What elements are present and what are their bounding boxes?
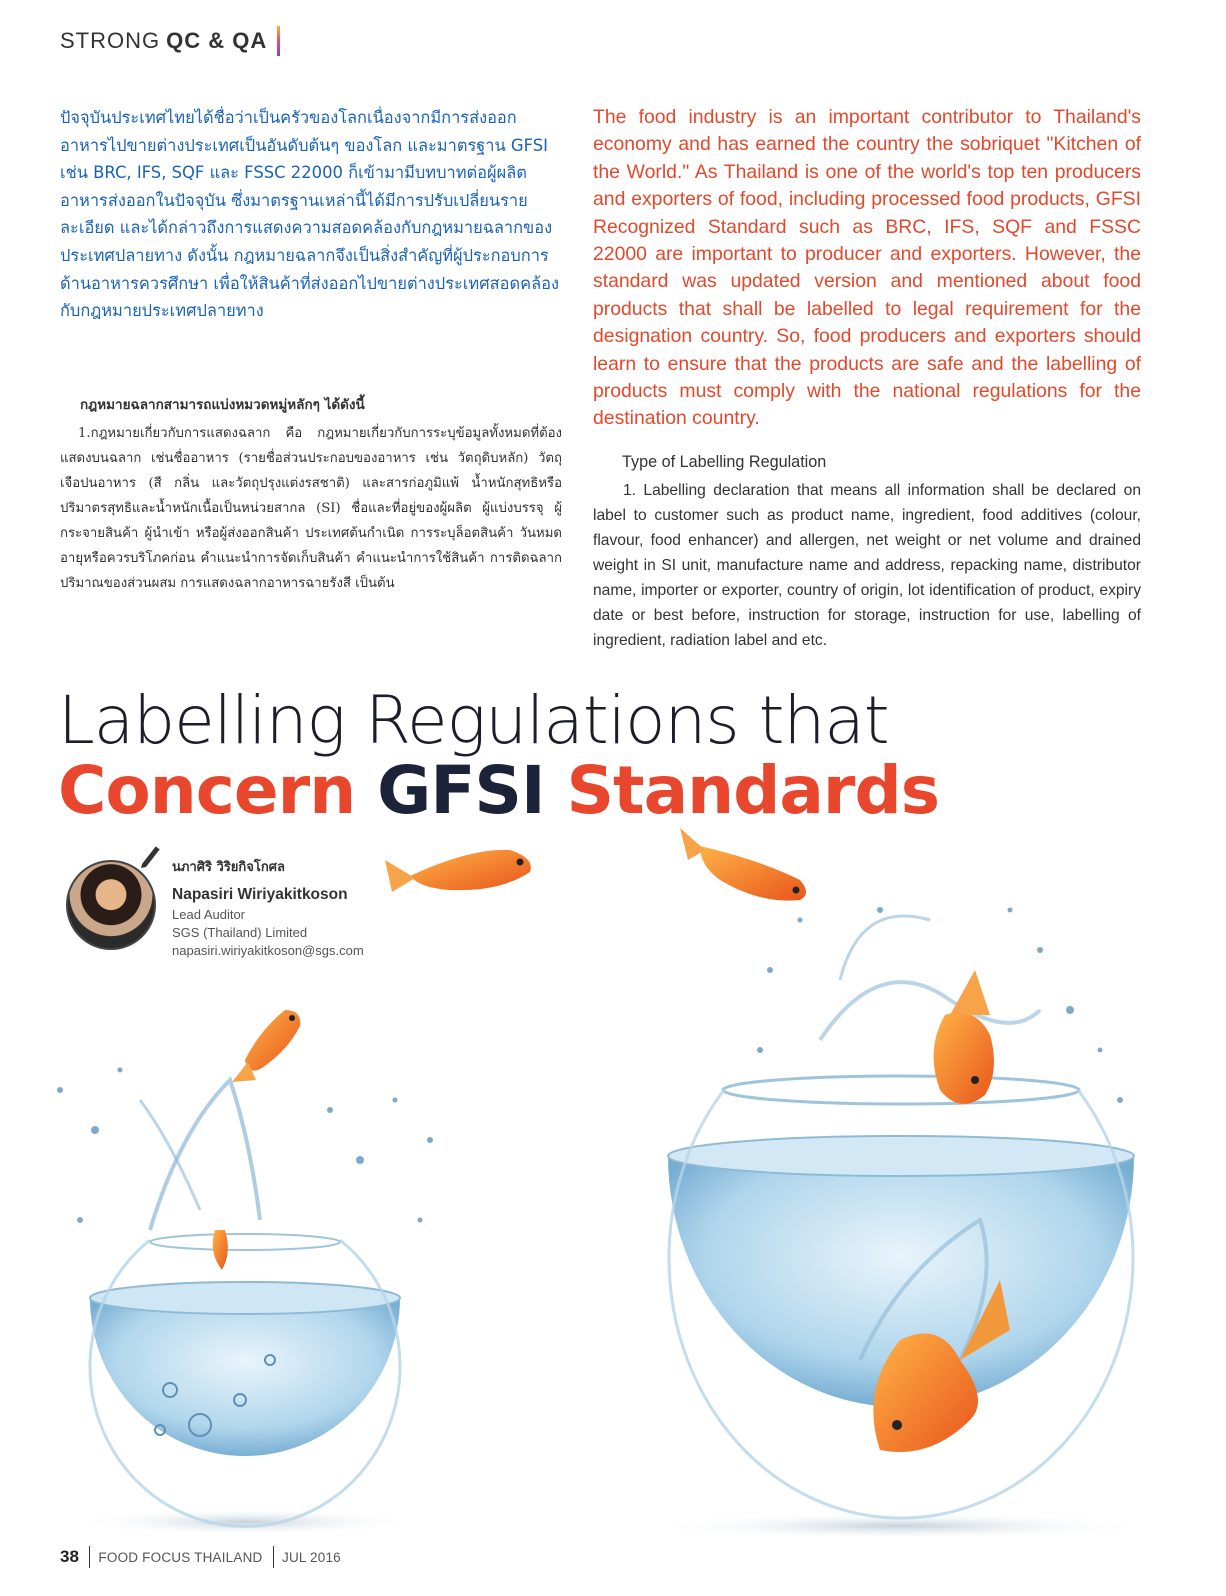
section-header xyxy=(60,26,280,56)
small-fishbowl xyxy=(75,1080,415,1536)
thai-intro-paragraph: ปัจจุบันประเทศไทยได้ชื่อว่าเป็นครัวของโลกเนื่องจากมีการส่งออกอาหารไปขายต่างประเทศเป็นอันดับต้นๆ ของโลก และมาตรฐาน GFSI เช่น BRC, IFS, SQF และ FSSC 22000 ก็เข้ามามีบทบาทต่อผู้ผลิตอาหารส่งออกในปัจจุบัน ซึ่งมาตรฐานเหล่านี้ได้มีการปรับเปลี่ยนรายละเอียด และได้กล่าวถึงการแสดงความสอดคล้องกับกฎหมายฉลากของประเทศปลายทาง ดังนั้น กฎหมายฉลากจึงเป็นสิ่งสำคัญที่ผู้ประกอบการด้านอาหารควรศึกษา เพื่อให้สินค้าที่ส่งออกไปขายต่างประเทศสอดคล้องกับกฎหมายประเทศปลายทาง xyxy=(60,108,559,321)
english-intro-paragraph: The food industry is an important contributor to Thailand's economy and has earned the country the sobriquet "Kitchen of the World." As Thailand is one of the world's top ten producers and exporters of food, including processed food products, GFSI Recognized Standard such as BRC, IFS, SQF and FSSC 22000 are important to producer and exporters. However, the standard was updated version and mentioned about food products that shall be labelled to legal requirement for the designation country. So, food producers and exporters should learn to ensure that the products are safe and the labelling of products must comply with the national regulations for the destination country. xyxy=(593,106,1141,430)
title-word-concern: Concern xyxy=(58,752,356,829)
author-thai-name: นภาศิริ วิริยกิจโกศล xyxy=(172,860,285,875)
section-label: STRONG QC & QA xyxy=(60,28,268,53)
thai-subheading: กฎหมายฉลากสามารถแบ่งหมวดหมู่หลักๆ ได้ดังนี้ xyxy=(80,397,365,413)
author-email[interactable]: napasiri.wiriyakitkoson@sgs.com xyxy=(172,943,364,958)
english-subheading: Type of Labelling Regulation xyxy=(622,453,827,471)
footer-divider xyxy=(89,1546,91,1568)
large-fishbowl xyxy=(650,916,1150,1536)
section-accent-bar xyxy=(277,26,280,56)
publication-name: FOOD FOCUS THAILAND xyxy=(98,1549,263,1565)
author-name: Napasiri Wiriyakitkoson xyxy=(172,886,348,903)
issue-date: JUL 2016 xyxy=(282,1549,341,1565)
title-line-1: Labelling Regulations that xyxy=(58,682,889,759)
fishbowl-illustration xyxy=(0,800,1226,1536)
thai-body-paragraph: 1.กฎหมายเกี่ยวกับการแสดงฉลาก คือ กฎหมายเกี่ยวกับการระบุข้อมูลทั้งหมดที่ต้องแสดงบนฉลาก เช่นชื่ออาหาร (รายชื่อส่วนประกอบของอาหาร เช่น วัตถุดิบหลัก) วัตถุเจือปนอาหาร (สี กลิ่น และวัตถุปรุงแต่งรสชาติ) และสารก่อภูมิแพ้ น้ำหนักสุทธิหรือปริมาตรสุทธิและน้ำหนักเนื้อเป็นหน่วยสากล (SI) ชื่อและที่อยู่ของผู้ผลิต ผู้แบ่งบรรจุ ผู้กระจายสินค้า ผู้นำเข้า หรือผู้ส่งออกสินค้า ประเทศต้นกำเนิด การระบุล็อตสินค้า วันหมดอายุหรือควรบริโภคก่อน คำแนะนำการจัดเก็บสินค้า คำแนะนำการใช้สินค้า การติดฉลากปริมาณของส่วนผสม การแสดงฉลากอาหารฉายรังสี เป็นต้น xyxy=(60,426,562,591)
title-word-gfsi: GFSI xyxy=(377,752,545,829)
flying-fish-2 xyxy=(680,828,806,901)
page-footer xyxy=(60,1544,341,1570)
page-number: 38 xyxy=(60,1547,79,1566)
footer-divider xyxy=(273,1546,275,1568)
english-body-paragraph: 1. Labelling declaration that means all information shall be declared on label to customer such as product name, ingredient, food additives (colour, flavour, food enhancer) and allergen, net weight or net volume and drained weight in SI unit, manufacture name and address, repacking name, distributor name, importer or exporter, country of origin, lot identification of product, expiry date or best before, instruction for storage, instruction for use, labelling of ingredient, radiation label and etc. xyxy=(593,482,1141,649)
author-company: SGS (Thailand) Limited xyxy=(172,925,308,940)
flying-fish-1 xyxy=(385,850,531,892)
flying-fish-3 xyxy=(232,1010,300,1082)
title-word-standards: Standards xyxy=(566,752,939,829)
section-label-bold: QC & QA xyxy=(166,28,268,53)
author-role: Lead Auditor xyxy=(172,907,246,922)
